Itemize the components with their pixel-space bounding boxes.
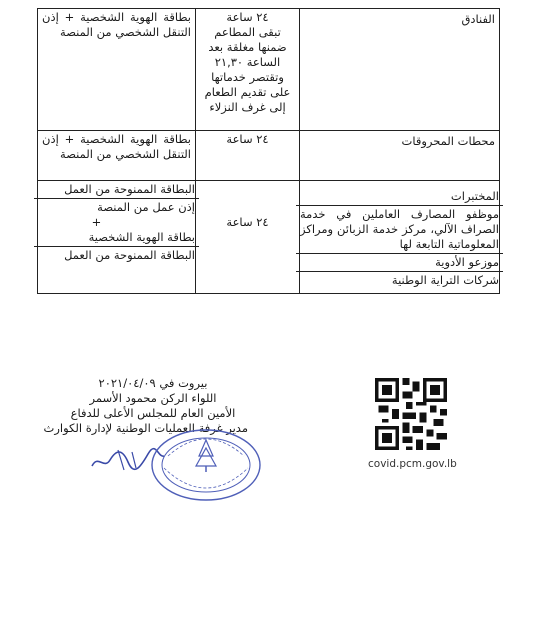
docs-value: بطاقة الهوية الشخصية + إذن التنقل الشخصي من المنصة <box>42 132 191 161</box>
sector-cell <box>300 181 500 294</box>
hours-value: ٢٤ ساعة <box>226 10 269 24</box>
docs-value: بطاقة الهوية الشخصية <box>88 230 195 244</box>
sector-label: المختبرات <box>450 189 499 203</box>
docs-value: البطاقة الممنوحة من العمل <box>64 182 195 196</box>
signatory-title: مدير غرفة العمليات الوطنية لإدارة الكوارث <box>43 421 248 435</box>
docs-value: بطاقة الهوية الشخصية + إذن التنقل الشخصي من المنصة <box>42 10 191 39</box>
signature-block <box>43 376 248 436</box>
sector-label: موظفو المصارف العاملين في خدمة الصراف الآلي، مركز خدمة الزبائن ومراكز المعلوماتية التابعة لها <box>296 205 503 253</box>
docs-cell <box>38 181 196 294</box>
hours-cell <box>196 9 300 131</box>
table-row <box>38 9 500 131</box>
docs-cell <box>38 9 196 131</box>
sector-label: محطات المحروقات <box>401 134 495 148</box>
plus-sign: + <box>91 215 102 229</box>
docs-cell <box>38 131 196 181</box>
sector-cell <box>300 131 500 181</box>
signatory-title: الأمين العام للمجلس الأعلى للدفاع <box>70 406 236 420</box>
website-url[interactable]: covid.pcm.gov.lb <box>368 458 457 470</box>
sector-label: الفنادق <box>461 12 495 26</box>
sectors-table <box>37 8 500 294</box>
table-row <box>38 131 500 181</box>
docs-value: البطاقة الممنوحة من العمل <box>34 246 199 293</box>
docs-value: إذن عمل من المنصة <box>97 200 195 214</box>
signatory-name: اللواء الركن محمود الأسمر <box>89 391 217 405</box>
sector-label: شركات التراية الوطنية <box>296 271 503 289</box>
qr-code-icon <box>375 378 447 450</box>
hours-cell <box>196 181 300 294</box>
hours-note: تبقى المطاعم ضمنها مغلقة بعد الساعة ٢١,٣٠ وتقتصر خدماتها على تقديم الطعام إلى غرف النزلاء <box>204 25 291 114</box>
hours-value: ٢٤ ساعة <box>226 132 269 146</box>
docs-group <box>34 198 199 246</box>
sector-label: موزعو الأدوية <box>296 253 503 271</box>
place-date: بيروت في ٢٠٢١/٠٤/٠٩ <box>98 376 208 390</box>
hours-cell <box>196 131 300 181</box>
hours-value: ٢٤ ساعة <box>226 215 269 229</box>
official-stamp-icon <box>150 428 262 502</box>
sector-cell <box>300 9 500 131</box>
table-row <box>38 181 500 294</box>
